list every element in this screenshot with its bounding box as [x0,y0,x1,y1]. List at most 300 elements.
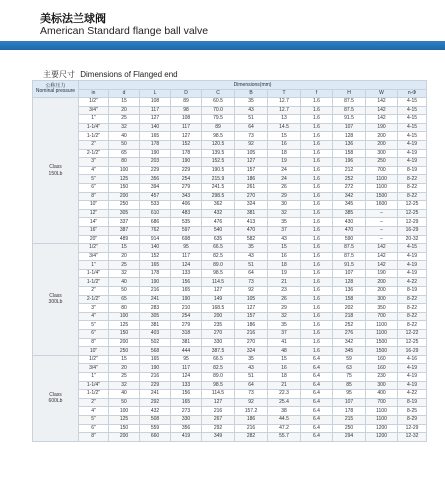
table-cell: 20" [79,235,109,244]
table-cell: 16 [268,364,301,373]
table-cell: 13 [268,115,301,124]
table-row [33,192,427,201]
table-cell: 139.5 [202,149,235,158]
table-cell: 75 [333,373,366,382]
table-cell: 1.6 [301,287,333,296]
table-cell: 40 [109,132,140,141]
section-title-chinese: 主要尺寸 [43,70,75,79]
table-row [33,364,427,373]
table-cell: 51 [235,261,268,270]
table-cell: 190 [171,158,202,167]
table-cell: 1-1/2" [79,278,109,287]
table-cell: 92 [235,398,268,407]
table-cell: 127 [171,132,202,141]
table-cell: 8-22 [398,304,427,313]
table-cell: 107 [333,269,366,278]
table-cell: 12" [79,209,109,218]
table-row [33,166,427,175]
table-row [33,158,427,167]
table-cell: 152 [171,140,202,149]
table-cell: 200 [366,132,398,141]
table-cell: 12-25 [398,201,427,210]
table-cell: 300 [366,295,398,304]
table-cell: 444 [171,347,202,356]
table-row [33,115,427,124]
table-row [33,98,427,107]
table-cell: 6.4 [301,390,333,399]
table-cell: 32 [109,381,140,390]
table-cell: 117 [171,364,202,373]
table-row [33,415,427,424]
table-cell: 12-32 [398,433,427,442]
table-cell: 32 [109,123,140,132]
table-cell: 20-32 [398,235,427,244]
table-cell: 24 [268,175,301,184]
table-cell: 210 [171,304,202,313]
table-cell: 165 [171,398,202,407]
table-row [33,407,427,416]
table-cell: 330 [202,338,235,347]
table-cell: 60.5 [202,98,235,107]
table-cell: 6.4 [301,355,333,364]
table-cell: 432 [140,407,171,416]
table-cell: 23 [268,287,301,296]
table-cell: 2" [79,287,109,296]
table-cell: 165 [140,132,171,141]
table-cell: 105 [235,295,268,304]
table-cell: 165 [171,287,202,296]
table-cell: 345 [333,347,366,356]
table-cell: 14.5 [268,123,301,132]
table-cell: – [366,209,398,218]
table-cell: 914 [140,235,171,244]
table-cell: 4-15 [398,123,427,132]
table-row [33,218,427,227]
table-cell: 1500 [366,347,398,356]
table-cell: – [366,218,398,227]
table-cell: 190 [366,123,398,132]
table-cell: 300 [366,149,398,158]
section-title [43,69,178,80]
table-body [33,98,427,442]
table-cell: – [366,235,398,244]
table-row [33,244,427,253]
table-cell: 6" [79,424,109,433]
table-row [33,175,427,184]
table-row [33,269,427,278]
table-cell: 343 [171,192,202,201]
table-cell: 762 [140,226,171,235]
table-cell: 318 [171,330,202,339]
table-cell: 476 [202,218,235,227]
table-cell: 1600 [366,201,398,210]
table-row [33,424,427,433]
table-row [33,373,427,382]
table-cell: 1.6 [301,132,333,141]
table-cell: 37 [268,330,301,339]
table-cell: 12.7 [268,106,301,115]
table-cell: 533 [140,201,171,210]
table-cell: 230 [366,373,398,382]
table-cell: 1100 [366,321,398,330]
table-cell: 87.5 [333,244,366,253]
table-cell: 686 [140,218,171,227]
table-cell: 178 [171,149,202,158]
table-cell: 100 [109,166,140,175]
table-cell: 64 [235,381,268,390]
table-cell: 35 [268,218,301,227]
table-cell: 597 [171,226,202,235]
table-cell: 2" [79,140,109,149]
table-cell: 40 [109,278,140,287]
table-cell: 1100 [366,407,398,416]
table-cell: 160 [366,364,398,373]
table-cell: 349 [202,433,235,442]
table-cell: 241 [140,390,171,399]
table-cell: 235 [202,321,235,330]
table-cell: 1.6 [301,140,333,149]
table-cell: – [366,226,398,235]
table-cell: 324 [235,201,268,210]
table-cell: 3" [79,158,109,167]
table-cell: 190 [366,269,398,278]
table-cell: 18 [268,373,301,382]
table-cell: 26 [268,183,301,192]
table-cell: 142 [366,115,398,124]
table-cell: 18 [268,149,301,158]
table-cell: 276 [333,330,366,339]
table-cell: 156 [171,278,202,287]
table-cell: 16-29 [398,347,427,356]
table-cell: 8-19 [398,166,427,175]
table-cell: 200 [366,278,398,287]
table-cell: 59 [333,355,366,364]
table-cell: 470 [333,226,366,235]
table-cell: 15 [268,132,301,141]
table-cell: 698 [171,235,202,244]
table-cell: 4-19 [398,364,427,373]
table-cell: 50 [109,140,140,149]
table-cell: 1.6 [301,149,333,158]
table-cell: 403 [140,330,171,339]
table-cell: 342 [333,338,366,347]
table-cell: 200 [109,433,140,442]
table-cell: 140 [140,244,171,253]
table-row [33,183,427,192]
table-cell: 133 [171,381,202,390]
table-cell: 178 [140,140,171,149]
table-cell: 142 [366,261,398,270]
column-header: H [333,90,366,98]
table-cell: 1.6 [301,278,333,287]
table-cell: 229 [171,166,202,175]
table-cell: 202 [333,304,366,313]
table-cell: 6.4 [301,424,333,433]
table-cell: 65 [109,149,140,158]
table-cell: 15 [109,98,140,107]
table-cell: 413 [235,218,268,227]
table-cell: 73 [235,278,268,287]
table-cell: 1.6 [301,115,333,124]
table-row [33,381,427,390]
table-cell: 133 [171,269,202,278]
table-row [33,312,427,321]
table-cell: 4-22 [398,278,427,287]
table-cell: 190 [140,149,171,158]
table-cell: 267 [202,415,235,424]
table-cell: 610 [140,209,171,218]
table-cell: 216 [140,373,171,382]
table-cell: 8-19 [398,398,427,407]
table-cell: 279 [171,321,202,330]
table-cell: 381 [235,209,268,218]
table-cell: 89.0 [202,373,235,382]
table-row [33,287,427,296]
table-cell: 107 [333,123,366,132]
table-cell: 1-1/4" [79,381,109,390]
table-cell: 270 [235,338,268,347]
table-cell: 12.7 [268,98,301,107]
table-cell: 64 [235,123,268,132]
table-cell: 65 [109,295,140,304]
table-cell: 98.5 [202,381,235,390]
table-cell: 117 [140,106,171,115]
table-cell: 10" [79,347,109,356]
table-cell: 381 [140,321,171,330]
table-row [33,278,427,287]
column-header: D [171,90,202,98]
table-cell: 16 [268,252,301,261]
table-cell: 4-15 [398,244,427,253]
table-cell: 136 [333,287,366,296]
table-cell: 8-22 [398,312,427,321]
table-cell: 80 [109,304,140,313]
table-cell: 108 [171,115,202,124]
table-cell: 91.5 [333,115,366,124]
table-cell: 95 [171,244,202,253]
table-cell: 1.6 [301,235,333,244]
table-cell: 6.4 [301,381,333,390]
table-row [33,338,427,347]
table-cell: 229 [140,166,171,175]
table-cell: 4" [79,312,109,321]
table-cell: 406 [171,201,202,210]
table-cell: 125 [109,415,140,424]
table-cell: 400 [366,390,398,399]
table-cell: 37 [268,226,301,235]
table-cell: 5" [79,175,109,184]
table-cell: 1.6 [301,209,333,218]
table-cell: 89.0 [202,261,235,270]
table-cell: 32 [109,269,140,278]
table-cell: 150 [109,183,140,192]
table-cell: 3/4" [79,364,109,373]
table-cell: 157.2 [235,407,268,416]
title-english: American Standard flange ball valve [40,25,209,37]
table-cell: 250 [333,424,366,433]
table-cell: 1.6 [301,338,333,347]
table-cell: 1200 [366,433,398,442]
table-cell: 44.5 [268,415,301,424]
table-cell: 43 [235,252,268,261]
table-cell: 8" [79,338,109,347]
table-cell: 212 [333,166,366,175]
table-cell: 150 [109,330,140,339]
table-cell: 250 [366,158,398,167]
table-cell: 24 [268,166,301,175]
table-cell: 200 [109,338,140,347]
table-cell: 3/4" [79,106,109,115]
table-cell: 4-19 [398,252,427,261]
table-cell: 218 [333,312,366,321]
column-header: T [268,90,301,98]
table-cell: 35 [235,98,268,107]
table-cell: 20 [109,106,140,115]
table-cell: 196 [333,158,366,167]
title-chinese: 美标法兰球阀 [40,12,106,25]
table-cell: 92 [235,140,268,149]
table-cell: 215 [333,415,366,424]
table-cell: 32 [268,209,301,218]
table-cell: 190.5 [202,166,235,175]
table-cell: 66.5 [202,244,235,253]
table-cell: 4-15 [398,106,427,115]
table-cell: 8" [79,433,109,442]
table-cell: 1.6 [301,261,333,270]
table-cell: 215.9 [202,175,235,184]
column-header: f [301,90,333,98]
table-cell: 125 [109,175,140,184]
table-cell: 157 [235,312,268,321]
table-row [33,304,427,313]
table-cell: 300 [366,381,398,390]
table-cell: 356 [171,424,202,433]
table-cell: 4" [79,166,109,175]
table-cell: 660 [140,433,171,442]
table-cell: 89 [202,123,235,132]
table-cell: 1100 [366,175,398,184]
dimensions-header: Dimensions(mm) [79,81,427,90]
table-cell: 252 [333,321,366,330]
table-cell: 350 [366,304,398,313]
table-cell: 160 [366,355,398,364]
column-header: W [366,90,398,98]
table-cell: 432 [202,209,235,218]
column-header: C [202,90,235,98]
table-cell: 8-29 [398,415,427,424]
table-cell: 25 [109,373,140,382]
table-cell: 1.6 [301,330,333,339]
table-cell: 157 [235,166,268,175]
table-cell: 5" [79,415,109,424]
table-cell: 5" [79,321,109,330]
table-cell: 29 [268,304,301,313]
class-label: Class [49,164,62,171]
table-cell: 127 [202,398,235,407]
table-cell: 200 [366,140,398,149]
class-value: 150Lb [48,170,63,177]
nominal-pressure-cn: 公称压力 [45,83,66,89]
table-cell: 457 [140,192,171,201]
table-row [33,433,427,442]
table-cell: 127 [235,158,268,167]
table-cell: 241.5 [202,183,235,192]
table-cell: 540 [202,226,235,235]
table-row [33,140,427,149]
table-cell: 124 [171,261,202,270]
class-value: 300Lb [48,299,63,306]
table-cell: 1/2" [79,98,109,107]
table-cell: 190 [140,364,171,373]
table-cell: 100 [109,407,140,416]
table-cell: 419 [171,433,202,442]
table-cell: 165 [140,355,171,364]
table-cell: 216 [235,330,268,339]
table-cell: 8" [79,192,109,201]
table-cell: 3/4" [79,252,109,261]
class-label: Class [49,292,62,299]
table-cell: 489 [109,235,140,244]
table-cell: 158 [333,295,366,304]
table-cell: 381 [171,338,202,347]
class-value: 600Lb [48,398,63,405]
table-cell: 55.7 [268,433,301,442]
table-cell: 337 [109,218,140,227]
table-cell: 82.5 [202,364,235,373]
table-cell: 127 [202,287,235,296]
nominal-pressure-en: Nominal pressure [35,88,76,94]
table-cell: 1.6 [301,98,333,107]
table-cell: 15 [109,244,140,253]
table-cell: 98 [171,106,202,115]
table-cell: 25 [109,115,140,124]
table-cell: 107 [333,398,366,407]
table-row [33,106,427,115]
table-cell: 200 [109,192,140,201]
table-cell: 298.5 [202,192,235,201]
table-cell: 6" [79,330,109,339]
table-cell: 279 [171,183,202,192]
table-cell: 87.5 [333,106,366,115]
column-header: in [79,90,109,98]
table-cell: 117 [171,123,202,132]
table-cell: 127 [140,115,171,124]
table-cell: 2-1/2" [79,149,109,158]
table-row [33,132,427,141]
table-cell: 127 [235,304,268,313]
table-row [33,149,427,158]
table-cell: 200 [202,312,235,321]
table-cell: 1.6 [301,304,333,313]
table-cell: 8-22 [398,321,427,330]
table-cell: 29 [268,192,301,201]
table-cell: 1.6 [301,175,333,184]
table-cell: 590 [333,235,366,244]
class-label-cell [33,98,79,244]
table-cell: 114.5 [202,278,235,287]
table-cell: 186 [235,321,268,330]
table-cell: 12-29 [398,218,427,227]
table-cell: 70.0 [202,106,235,115]
table-cell: 273 [171,407,202,416]
table-cell: 4-19 [398,381,427,390]
table-cell: 15 [268,244,301,253]
table-cell: 35 [235,355,268,364]
table-cell: 4-19 [398,373,427,382]
column-header-row [33,90,427,98]
table-row [33,209,427,218]
column-header: d [109,90,140,98]
